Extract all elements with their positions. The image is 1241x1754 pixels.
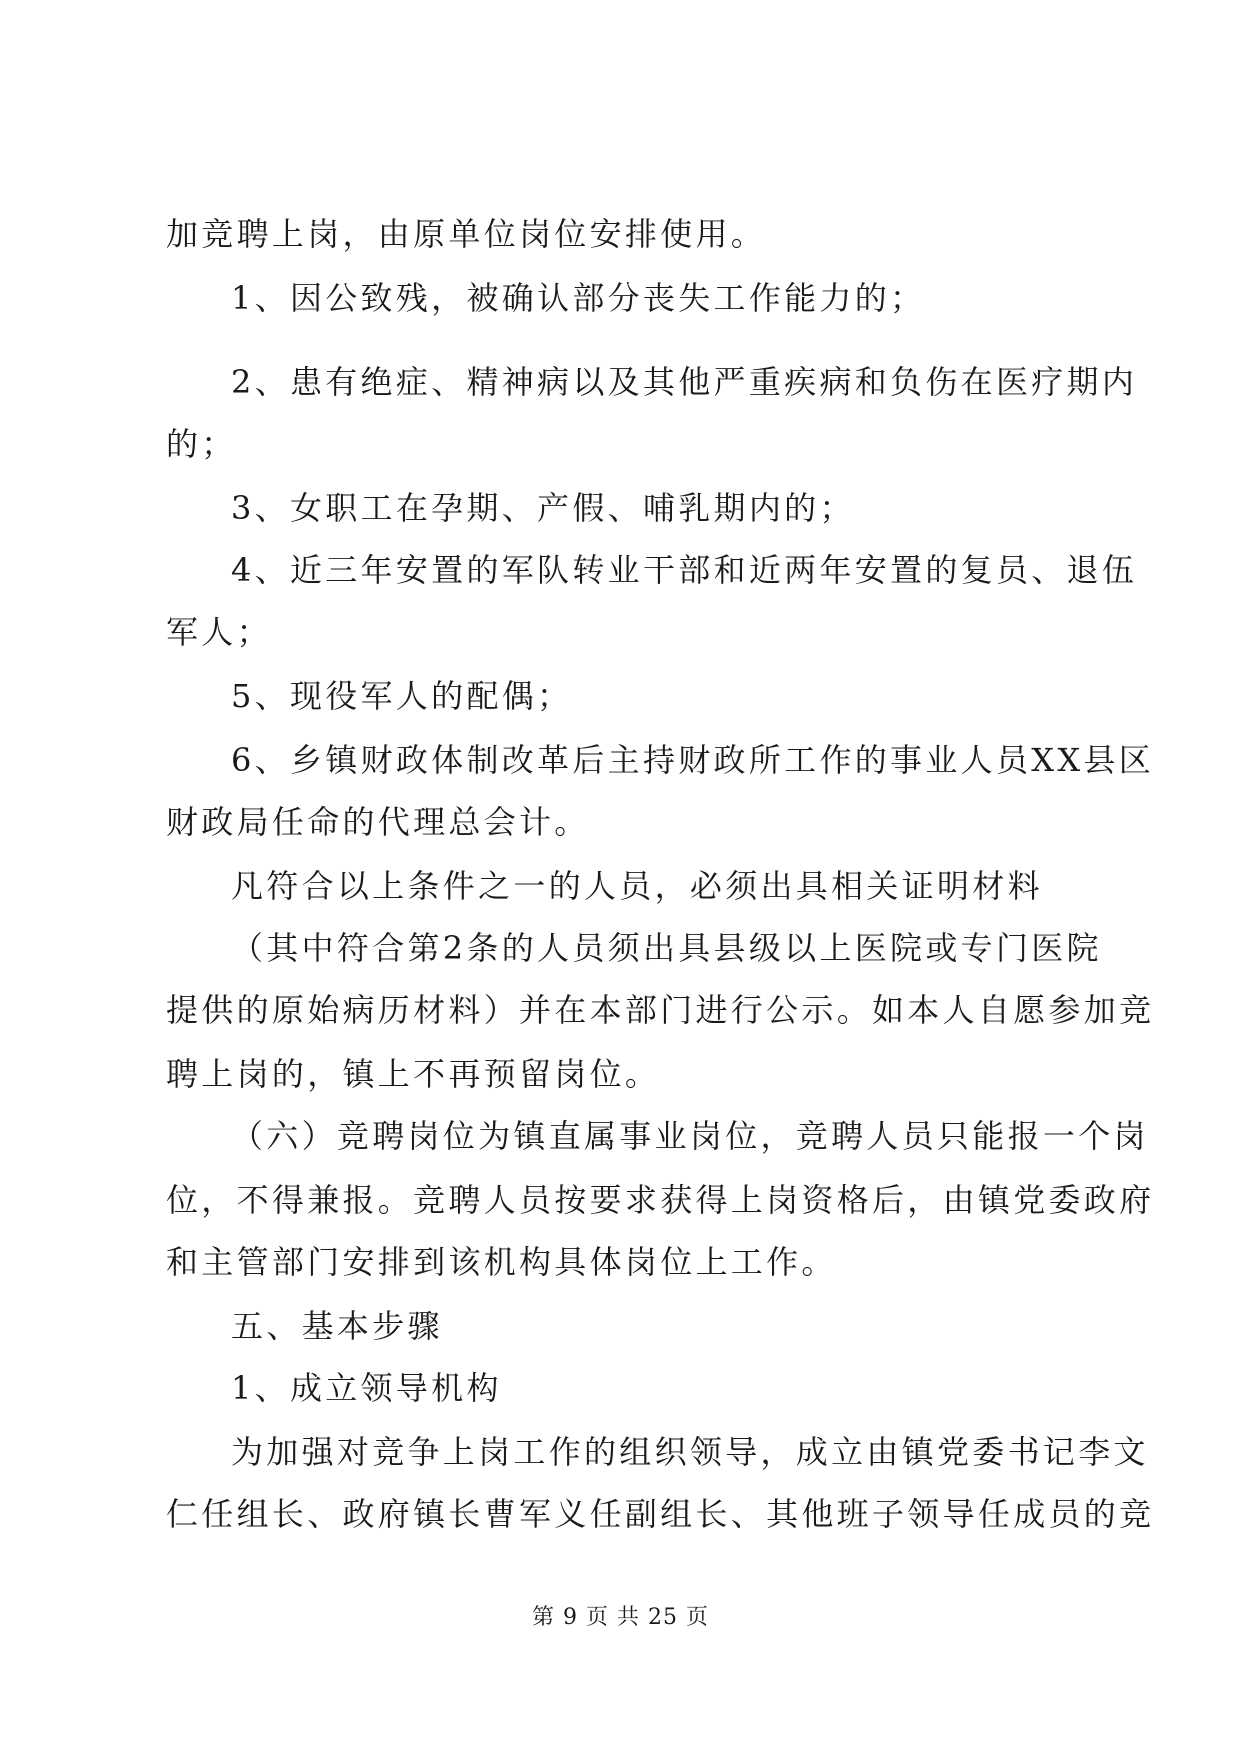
text-line: 的；: [166, 425, 237, 463]
list-item-3: 3、女职工在孕期、产假、哺乳期内的；: [231, 489, 855, 527]
text-line: 聘上岗的，镇上不再预留岗位。: [166, 1055, 661, 1093]
list-item-4: 4、近三年安置的军队转业干部和近两年安置的复员、退伍: [231, 551, 1138, 589]
text-line: 财政局任命的代理总会计。: [166, 803, 590, 841]
paragraph-start: （其中符合第2条的人员须出具县级以上医院或专门医院: [231, 929, 1102, 967]
list-item-1: 1、因公致残，被确认部分丧失工作能力的；: [231, 279, 926, 317]
text-line: 和主管部门安排到该机构具体岗位上工作。: [166, 1243, 837, 1281]
text-line: 仁任组长、政府镇长曹军义任副组长、其他班子领导任成员的竞: [166, 1495, 1155, 1533]
paragraph-start: 为加强对竞争上岗工作的组织领导，成立由镇党委书记李文: [231, 1433, 1149, 1471]
section-heading: 五、基本步骤: [231, 1307, 443, 1345]
text-line: 军人；: [166, 613, 272, 651]
paragraph-start: （六）竞聘岗位为镇直属事业岗位，竞聘人员只能报一个岗: [231, 1117, 1149, 1155]
subsection-heading: 1、成立领导机构: [231, 1369, 502, 1407]
list-item-2: 2、患有绝症、精神病以及其他严重疾病和负伤在医疗期内: [231, 363, 1138, 401]
text-line: 位，不得兼报。竞聘人员按要求获得上岗资格后，由镇党委政府: [166, 1181, 1155, 1219]
page-number-footer: 第 9 页 共 25 页: [532, 1605, 709, 1630]
list-item-5: 5、现役军人的配偶；: [231, 677, 573, 715]
text-line: 提供的原始病历材料）并在本部门进行公示。如本人自愿参加竞: [166, 991, 1155, 1029]
text-line: 加竞聘上岗，由原单位岗位安排使用。: [166, 215, 767, 253]
paragraph-start: 凡符合以上条件之一的人员，必须出具相关证明材料: [231, 867, 1043, 905]
list-item-6: 6、乡镇财政体制改革后主持财政所工作的事业人员XX县区: [231, 741, 1155, 779]
